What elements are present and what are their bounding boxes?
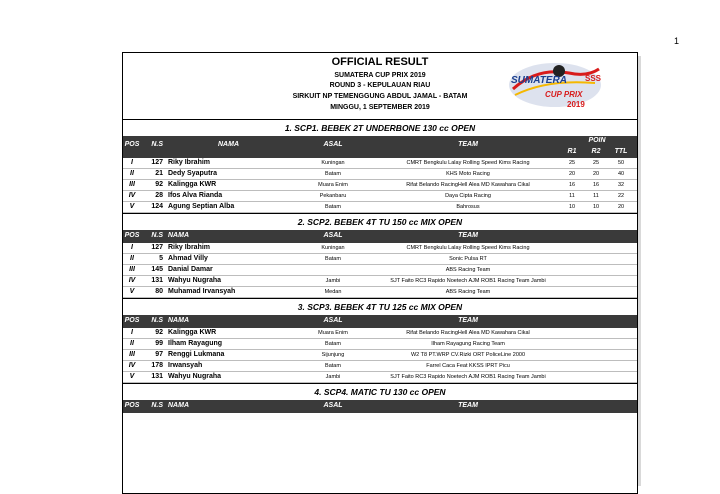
col-r2: R2	[591, 148, 601, 155]
cell-team: KHS Moto Racing	[446, 171, 490, 177]
cell-asal: Batam	[325, 341, 341, 347]
col-team: TEAM	[458, 232, 478, 239]
result-sheet	[122, 52, 638, 494]
table-row	[123, 191, 637, 202]
table-row	[123, 339, 637, 350]
table-header	[123, 136, 637, 158]
cell-asal: Batam	[325, 363, 341, 369]
table-row	[123, 361, 637, 372]
cell-asal: Pekanbaru	[319, 193, 347, 199]
col-pos: POS	[124, 141, 140, 148]
cell-ns: 28	[155, 192, 163, 199]
table-header	[123, 230, 637, 243]
cell-asal: Batam	[325, 204, 341, 210]
cell-ns: 131	[151, 277, 163, 284]
col-asal: ASAL	[323, 141, 343, 148]
cell-asal: Muara Enim	[318, 182, 348, 188]
col-poin: POIN	[588, 137, 606, 144]
cell-team: Rifat Belando RacingHell Alea MD Kawahara Cikal	[406, 330, 530, 336]
col-ns: N.S	[151, 317, 163, 324]
cell-nama: Muhamad Irvansyah	[168, 288, 236, 295]
cell-r1: 20	[568, 171, 576, 177]
section-title: 4. SCP4. MATIC TU 130 cc OPEN	[123, 383, 637, 400]
sumatera-cup-logo	[507, 59, 603, 111]
cell-asal: Medan	[324, 289, 342, 295]
table-row	[123, 180, 637, 191]
table-row	[123, 350, 637, 361]
col-nama: NAMA	[168, 317, 189, 324]
table-row	[123, 169, 637, 180]
cell-ns: 92	[155, 329, 163, 336]
cell-nama: Kalingga KWR	[168, 329, 217, 336]
cell-r2: 11	[593, 193, 599, 199]
cell-asal: Jambi	[325, 374, 341, 380]
col-ns: N.S	[151, 141, 163, 148]
cell-r2: 20	[592, 171, 600, 177]
col-nama: NAMA	[168, 232, 189, 239]
cell-nama: Renggi Lukmana	[168, 351, 225, 358]
col-pos: POS	[124, 317, 140, 324]
cell-nama: Agung Septian Alba	[168, 203, 235, 210]
col-asal: ASAL	[323, 402, 343, 409]
logo-badge: SSS	[585, 74, 602, 83]
cell-pos: I	[131, 244, 133, 251]
col-ns: N.S	[151, 402, 163, 409]
cell-pos: III	[129, 181, 135, 188]
cell-ttl: 40	[617, 171, 625, 177]
cell-team: Daya Cipta Racing	[445, 193, 491, 199]
cell-pos: I	[131, 329, 133, 336]
table-header	[123, 400, 637, 413]
cell-nama: Wahyu Nugraha	[168, 373, 222, 380]
logo-line1: SUMATERA	[511, 75, 567, 86]
cell-team: ABS Racing Team	[445, 289, 491, 295]
col-pos: POS	[124, 402, 140, 409]
logo-line2: CUP PRIX	[545, 90, 583, 99]
cell-ns: 127	[151, 159, 163, 166]
table-row	[123, 202, 637, 213]
cell-asal: Muara Enim	[318, 330, 348, 336]
cell-nama: Irwansyah	[168, 362, 203, 369]
cell-asal: Sijunjung	[321, 352, 345, 358]
col-r1: R1	[567, 148, 577, 155]
cell-ns: 21	[155, 170, 163, 177]
cell-pos: V	[129, 288, 135, 295]
cell-ns: 97	[155, 351, 163, 358]
cell-pos: II	[130, 170, 134, 177]
cell-ns: 92	[155, 181, 163, 188]
cell-pos: IV	[128, 192, 136, 199]
cell-asal: Kuningan	[321, 245, 345, 251]
cell-r1: 16	[568, 182, 576, 188]
cell-nama: Wahyu Nugraha	[168, 277, 222, 284]
section-title: 3. SCP3. BEBEK 4T TU 125 cc MIX OPEN	[123, 298, 637, 315]
cell-pos: I	[131, 159, 133, 166]
cell-team: SJT Faito RC3 Rapido Noetech AJM ROB1 Racing Team Jambi	[390, 374, 546, 380]
cell-r2: 16	[592, 182, 600, 188]
cell-team: Sonic Pulsa RT	[449, 256, 487, 262]
cell-ttl: 50	[617, 160, 625, 166]
document-title: OFFICIAL RESULT	[331, 56, 429, 68]
circuit-name: SIRKUIT NP TEMENGGUNG ABDUL JAMAL - BATAM	[292, 93, 468, 100]
col-team: TEAM	[458, 402, 478, 409]
cell-ttl: 20	[617, 204, 625, 210]
event-name: SUMATERA CUP PRIX 2019	[334, 72, 426, 79]
cell-team: Farrel Caca Feat KKSS IPRT Picu	[426, 363, 510, 369]
cell-ns: 80	[155, 288, 163, 295]
cell-asal: Batam	[325, 171, 341, 177]
col-team: TEAM	[458, 317, 478, 324]
col-ttl: TTL	[614, 148, 628, 155]
cell-pos: V	[129, 203, 135, 210]
cell-team: CMRT Bengkulu Lalay Rolling Speed Kims Racing	[406, 245, 530, 251]
table-row	[123, 243, 637, 254]
cell-ns: 127	[151, 244, 163, 251]
cell-ns: 145	[151, 266, 163, 273]
col-pos: POS	[124, 232, 140, 239]
cell-nama: Ifos Alva Rianda	[168, 192, 223, 199]
table-row	[123, 158, 637, 169]
cell-ns: 5	[159, 255, 163, 262]
cell-r1: 11	[569, 193, 575, 199]
result-header	[123, 53, 637, 119]
cell-team: Bahrosus	[456, 204, 480, 210]
cell-r2: 10	[592, 204, 600, 210]
table-row	[123, 328, 637, 339]
table-row	[123, 372, 637, 383]
cell-nama: Riky Ibrahim	[168, 159, 211, 166]
cell-ns: 178	[151, 362, 163, 369]
cell-asal: Kuningan	[321, 160, 345, 166]
table-row	[123, 276, 637, 287]
cell-ns: 124	[151, 203, 163, 210]
cell-r2: 25	[592, 160, 600, 166]
cell-pos: II	[130, 340, 134, 347]
cell-team: W2 T8 PT.WRP CV.Rizki ORT PoliceLine 2000	[410, 352, 526, 358]
cell-nama: Danial Damar	[168, 266, 213, 273]
cell-team: CMRT Bengkulu Lalay Rolling Speed Kims Racing	[406, 160, 530, 166]
cell-ttl: 32	[617, 182, 625, 188]
cell-pos: IV	[128, 277, 136, 284]
cell-pos: V	[129, 373, 135, 380]
col-asal: ASAL	[323, 232, 343, 239]
logo-year: 2019	[567, 100, 585, 109]
event-date: MINGGU, 1 SEPTEMBER 2019	[330, 104, 430, 111]
cell-r1: 25	[568, 160, 576, 166]
cell-nama: Ahmad Villy	[168, 255, 208, 262]
cell-pos: II	[130, 255, 134, 262]
col-team: TEAM	[458, 141, 478, 148]
page-number: 1	[674, 36, 680, 46]
table-row	[123, 254, 637, 265]
col-asal: ASAL	[323, 317, 343, 324]
cell-ttl: 22	[617, 193, 625, 199]
cell-ns: 131	[151, 373, 163, 380]
col-nama: NAMA	[218, 141, 239, 148]
cell-nama: Dedy Syaputra	[168, 170, 218, 177]
cell-team: Rifat Belando RacingHell Alea MD Kawahara Cikal	[406, 182, 530, 188]
col-nama: NAMA	[168, 402, 189, 409]
section-title: 2. SCP2. BEBEK 4T TU 150 cc MIX OPEN	[123, 213, 637, 230]
section-title: 1. SCP1. BEBEK 2T UNDERBONE 130 cc OPEN	[123, 119, 637, 136]
cell-asal: Batam	[325, 256, 341, 262]
cell-nama: Ilham Rayagung	[168, 340, 223, 347]
table-row	[123, 265, 637, 276]
cell-team: Ilham Rayagung Racing Team	[431, 341, 505, 347]
round-name: ROUND 3 - KEPULAUAN RIAU	[329, 82, 431, 89]
table-row	[123, 287, 637, 298]
cell-ns: 99	[155, 340, 163, 347]
cell-asal: Jambi	[325, 278, 341, 284]
cell-team: SJT Faito RC3 Rapido Noetech AJM ROB1 Racing Team Jambi	[390, 278, 546, 284]
table-header	[123, 315, 637, 328]
cell-pos: IV	[128, 362, 136, 369]
cell-nama: Kalingga KWR	[168, 181, 217, 188]
cell-pos: III	[129, 351, 135, 358]
col-ns: N.S	[151, 232, 163, 239]
cell-team: ABS Racing Team	[445, 267, 491, 273]
cell-pos: III	[129, 266, 135, 273]
cell-r1: 10	[568, 204, 576, 210]
cell-nama: Riky Ibrahim	[168, 244, 211, 251]
